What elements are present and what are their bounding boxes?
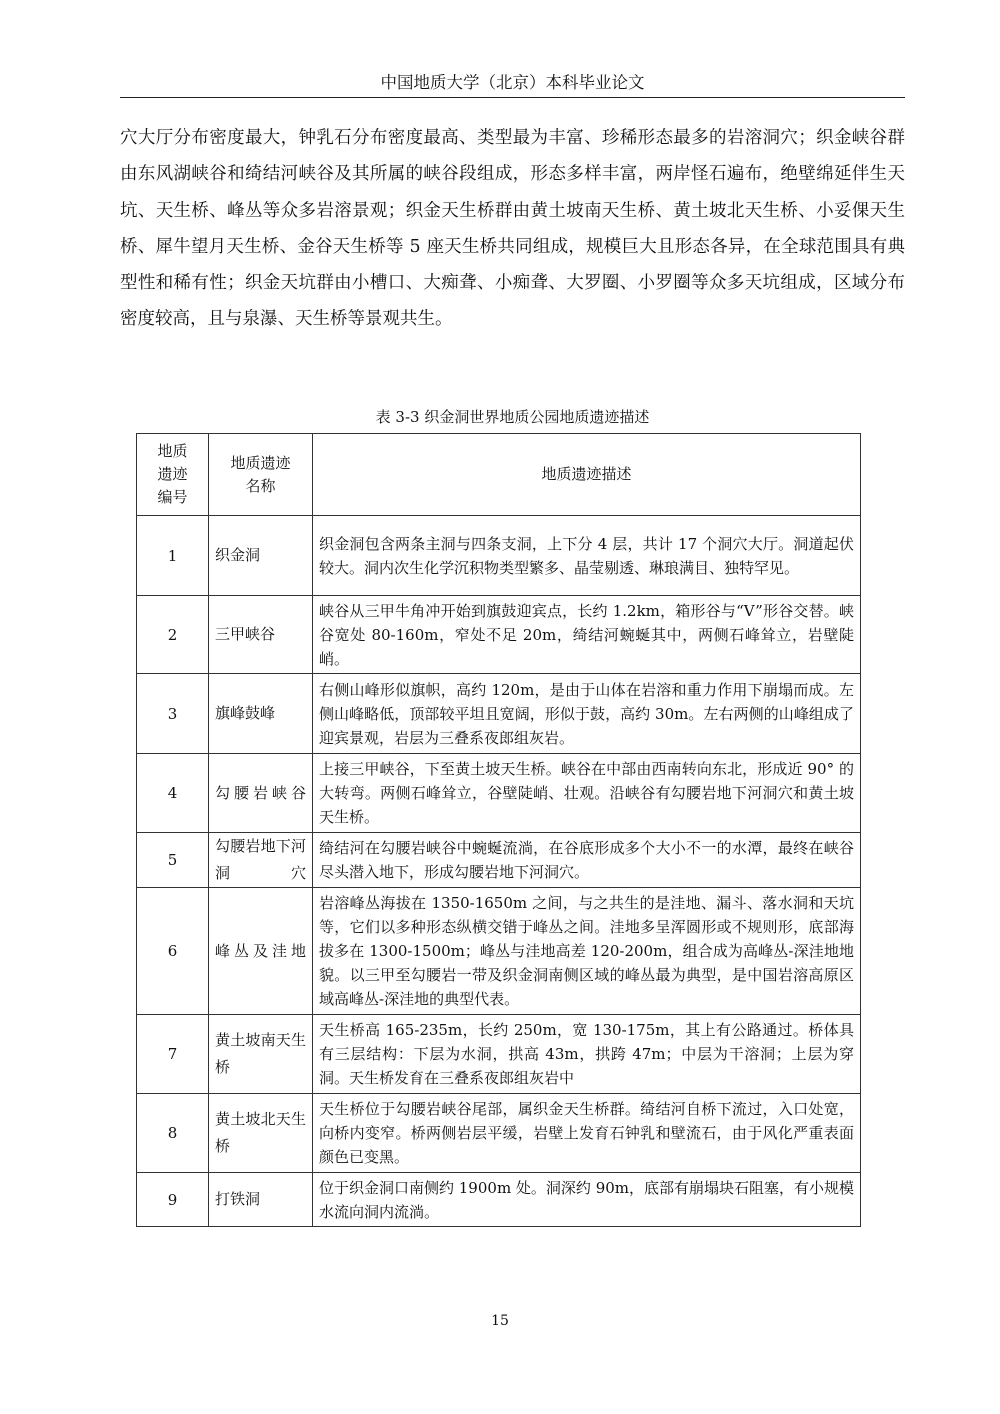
row-description: 织金洞包含两条主洞与四条支洞，上下分 4 层，共计 17 个洞穴大厅。洞道起伏较大。洞内次生化学沉积物类型繁多、晶莹剔透、琳琅满目、独特罕见。 [313,516,861,596]
row-description: 上接三甲峡谷，下至黄土坡天生桥。峡谷在中部由西南转向东北，形成近 90° 的大转弯。两侧石峰耸立，谷壁陡峭、壮观。沿峡谷有勾腰岩地下河洞穴和黄土坡天生桥。 [313,754,861,833]
table-row [137,516,861,596]
row-name: 黄土坡北天生桥 [209,1094,313,1173]
row-name: 勾腰岩峡谷 [209,754,313,833]
header-cell-name: 地质遗迹名称 [209,434,313,516]
table-row [137,754,861,833]
row-name: 三甲峡谷 [209,596,313,674]
table-row [137,596,861,674]
table-row [137,1173,861,1227]
row-number: 3 [137,674,209,754]
table-row [137,674,861,754]
row-number: 7 [137,1015,209,1094]
table-row [137,1094,861,1173]
row-number: 6 [137,888,209,1015]
geological-heritage-table [136,433,861,1227]
row-description: 天生桥高 165-235m，长约 250m，宽 130-175m，其上有公路通过。桥体具有三层结构：下层为水洞，拱高 43m，拱跨 47m；中层为干溶洞；上层为穿洞。天生桥发育在三叠系夜郎组灰岩中 [313,1015,861,1094]
row-number: 4 [137,754,209,833]
row-description: 右侧山峰形似旗帜，高约 120m，是由于山体在岩溶和重力作用下崩塌而成。左侧山峰略低，顶部较平坦且宽阔，形似于鼓，高约 30m。左右两侧的山峰组成了迎宾景观，岩层为三叠系夜郎组灰岩。 [313,674,861,754]
row-number: 1 [137,516,209,596]
table-row [137,1015,861,1094]
table-caption: 表 3-3 织金洞世界地质公园地质遗迹描述 [375,408,650,426]
row-number: 2 [137,596,209,674]
row-name: 勾腰岩地下河洞穴 [209,833,313,888]
row-description: 位于织金洞口南侧约 1900m 处。洞深约 90m，底部有崩塌块石阻塞，有小规模水流向洞内流淌。 [313,1173,861,1227]
table-row [137,833,861,888]
row-name: 织金洞 [209,516,313,596]
table-header-row [137,434,861,516]
row-description: 绮结河在勾腰岩峡谷中蜿蜒流淌，在谷底形成多个大小不一的水潭，最终在峡谷尽头潜入地下，形成勾腰岩地下河洞穴。 [313,833,861,888]
table-row [137,888,861,1015]
row-number: 9 [137,1173,209,1227]
page-number: 15 [491,1313,509,1329]
row-name: 峰丛及洼地 [209,888,313,1015]
body-paragraph: 穴大厅分布密度最大，钟乳石分布密度最高、类型最为丰富、珍稀形态最多的岩溶洞穴；织金峡谷群由东风湖峡谷和绮结河峡谷及其所属的峡谷段组成，形态多样丰富，两岸怪石遍布，绝壁绵延伴生天坑、天生桥、峰丛等众多岩溶景观；织金天生桥群由黄土坡南天生桥、黄土坡北天生桥、小妥倮天生桥、犀牛望月天生桥、金谷天生桥等 5 座天生桥共同组成，规模巨大且形态各异，在全球范围具有典型性和稀有性；织金天坑群由小槽口、大痴聋、小痴聋、大罗圈、小罗圈等众多天坑组成，区域分布密度较高，且与泉瀑、天生桥等景观共生。 [120,128,905,330]
row-name: 黄土坡南天生桥 [209,1015,313,1094]
row-name: 旗峰鼓峰 [209,674,313,754]
row-number: 5 [137,833,209,888]
header-cell-description: 地质遗迹描述 [313,434,861,516]
row-description: 岩溶峰丛海拔在 1350-1650m 之间，与之共生的是洼地、漏斗、落水洞和天坑等，它们以多种形态纵横交错于峰丛之间。洼地多呈浑圆形或不规则形，底部海拔多在 1300-1500m；峰丛与洼地高差 120-200m，组合成为高峰丛-深洼地地貌。以三甲至勾腰岩一带及织金洞南侧区域的峰丛最为典型，是中国岩溶高原区域高峰丛-深洼地的典型代表。 [313,888,861,1015]
row-description: 峡谷从三甲牛角冲开始到旗鼓迎宾点，长约 1.2km，箱形谷与“V”形谷交替。峡谷宽处 80-160m，窄处不足 20m，绮结河蜿蜒其中，两侧石峰耸立，岩壁陡峭。 [313,596,861,674]
header-cell-number: 地质遗迹编号 [137,434,209,516]
row-name: 打铁洞 [209,1173,313,1227]
running-header: 中国地质大学（北京）本科毕业论文 [380,73,645,92]
row-description: 天生桥位于勾腰岩峡谷尾部，属织金天生桥群。绮结河自桥下流过，入口处宽，向桥内变窄。桥两侧岩层平缓，岩壁上发育石钟乳和壁流石，由于风化严重表面颜色已变黑。 [313,1094,861,1173]
header-rule [120,97,905,98]
row-number: 8 [137,1094,209,1173]
